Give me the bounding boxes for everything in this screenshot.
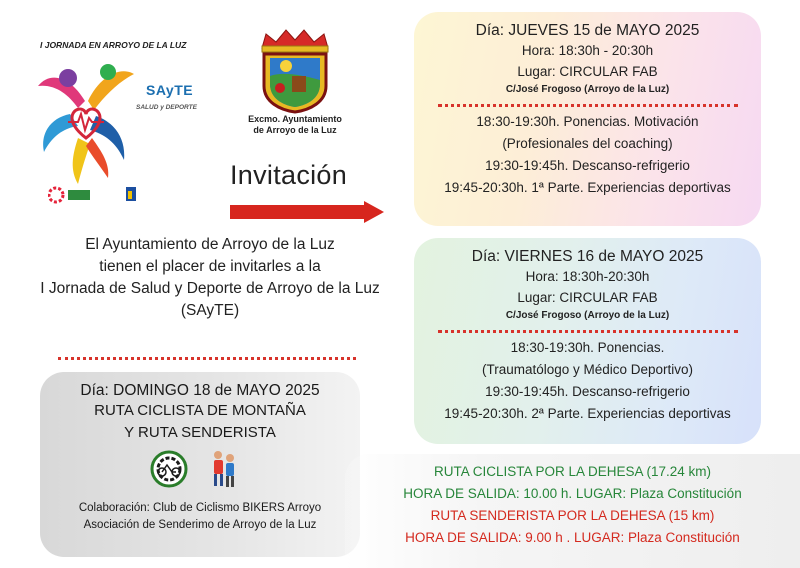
bikers-club-icon [150,450,188,488]
event-logo [30,40,220,210]
logo-subtitle: SALUD y DEPORTE [136,104,197,111]
council-name-line1: Excmo. Ayuntamiento [248,114,342,124]
friday-card [414,238,761,444]
sunday-date [40,382,360,400]
invitation-title: Invitación [230,160,348,190]
collab-bikers-club: Club de Ciclismo BIKERS Arroyo [153,502,322,514]
collab-hiking-association: Asociación de Senderimo de Arroyo de la Luz [83,519,317,531]
thursday-date [414,22,761,40]
sunday-day-label: Día: [80,382,109,399]
logo-title: I JORNADA EN ARROYO DE LA LUZ [40,40,187,50]
bike-route-title: RUTA CICLISTA POR LA DEHESA (17.24 km) [433,464,712,479]
friday-place: Lugar: CIRCULAR FAB [517,290,658,305]
thursday-program-item: 19:30-19:45h. Descanso-refrigerio [485,158,690,173]
intro-line3: I Jornada de Salud y Deporte de Arroyo de la Luz [40,280,380,297]
sponsor-logos-icon [48,185,138,205]
partner-logos [40,444,360,496]
friday-program-item: 19:45-20:30h. 2ª Parte. Experiencias deportivas [444,406,731,421]
thursday-day-value: JUEVES 15 de MAYO 2025 [508,22,700,39]
collaboration-info [40,500,360,534]
coat-of-arms-icon [240,28,350,114]
sport-figure-icon [30,56,140,186]
collab-label: Colaboración: [78,502,150,514]
logo-name: SAyTE [146,82,194,98]
thursday-time: Hora: 18:30h - 20:30h [521,43,654,58]
friday-program-item: 19:30-19:45h. Descanso-refrigerio [485,384,690,399]
friday-program-item: 18:30-19:30h. Ponencias. [510,340,665,355]
intro-line2: tienen el placer de invitarles a la [99,258,321,275]
friday-day-label: Día: [471,248,501,265]
sunday-route-title: RUTA CICLISTA DE MONTAÑA [94,402,306,419]
route-info [345,454,800,568]
friday-date [414,248,761,266]
intro-divider [58,357,356,360]
thursday-program-item: (Profesionales del coaching) [502,136,673,151]
intro-text [10,234,410,322]
thursday-card [414,12,761,226]
thursday-day-label: Día: [475,22,505,39]
thursday-program-item: 19:45-20:30h. 1ª Parte. Experiencias deportivas [444,180,731,195]
thursday-divider [438,104,738,107]
sunday-card [40,372,360,557]
sunday-day-value: DOMINGO 18 de MAYO 2025 [113,382,320,399]
hike-route-departure: HORA DE SALIDA: 9.00 h . LUGAR: Plaza Constitución [405,530,740,545]
intro-line1: El Ayuntamiento de Arroyo de la Luz [85,236,335,253]
sunday-route-subtitle: Y RUTA SENDERISTA [124,424,276,441]
council-crest [240,28,350,148]
hikers-icon [208,448,238,490]
friday-divider [438,330,738,333]
friday-program-item: (Traumatólogo y Médico Deportivo) [481,362,694,377]
bike-route-departure: HORA DE SALIDA: 10.00 h. LUGAR: Plaza Constitución [403,486,742,501]
arrow-right-icon [230,201,385,223]
council-name-line2: de Arroyo de la Luz [253,125,337,135]
thursday-program-item: 18:30-19:30h. Ponencias. Motivación [476,114,699,129]
hike-route-title: RUTA SENDERISTA POR LA DEHESA (15 km) [430,508,715,523]
friday-day-value: VIERNES 16 de MAYO 2025 [504,248,704,265]
thursday-address: C/José Frogoso (Arroyo de la Luz) [505,84,670,95]
council-name [234,114,356,136]
friday-time: Hora: 18:30h-20:30h [525,269,650,284]
thursday-place: Lugar: CIRCULAR FAB [517,64,658,79]
friday-address: C/José Frogoso (Arroyo de la Luz) [505,310,670,321]
intro-line4: (SAyTE) [180,302,240,319]
